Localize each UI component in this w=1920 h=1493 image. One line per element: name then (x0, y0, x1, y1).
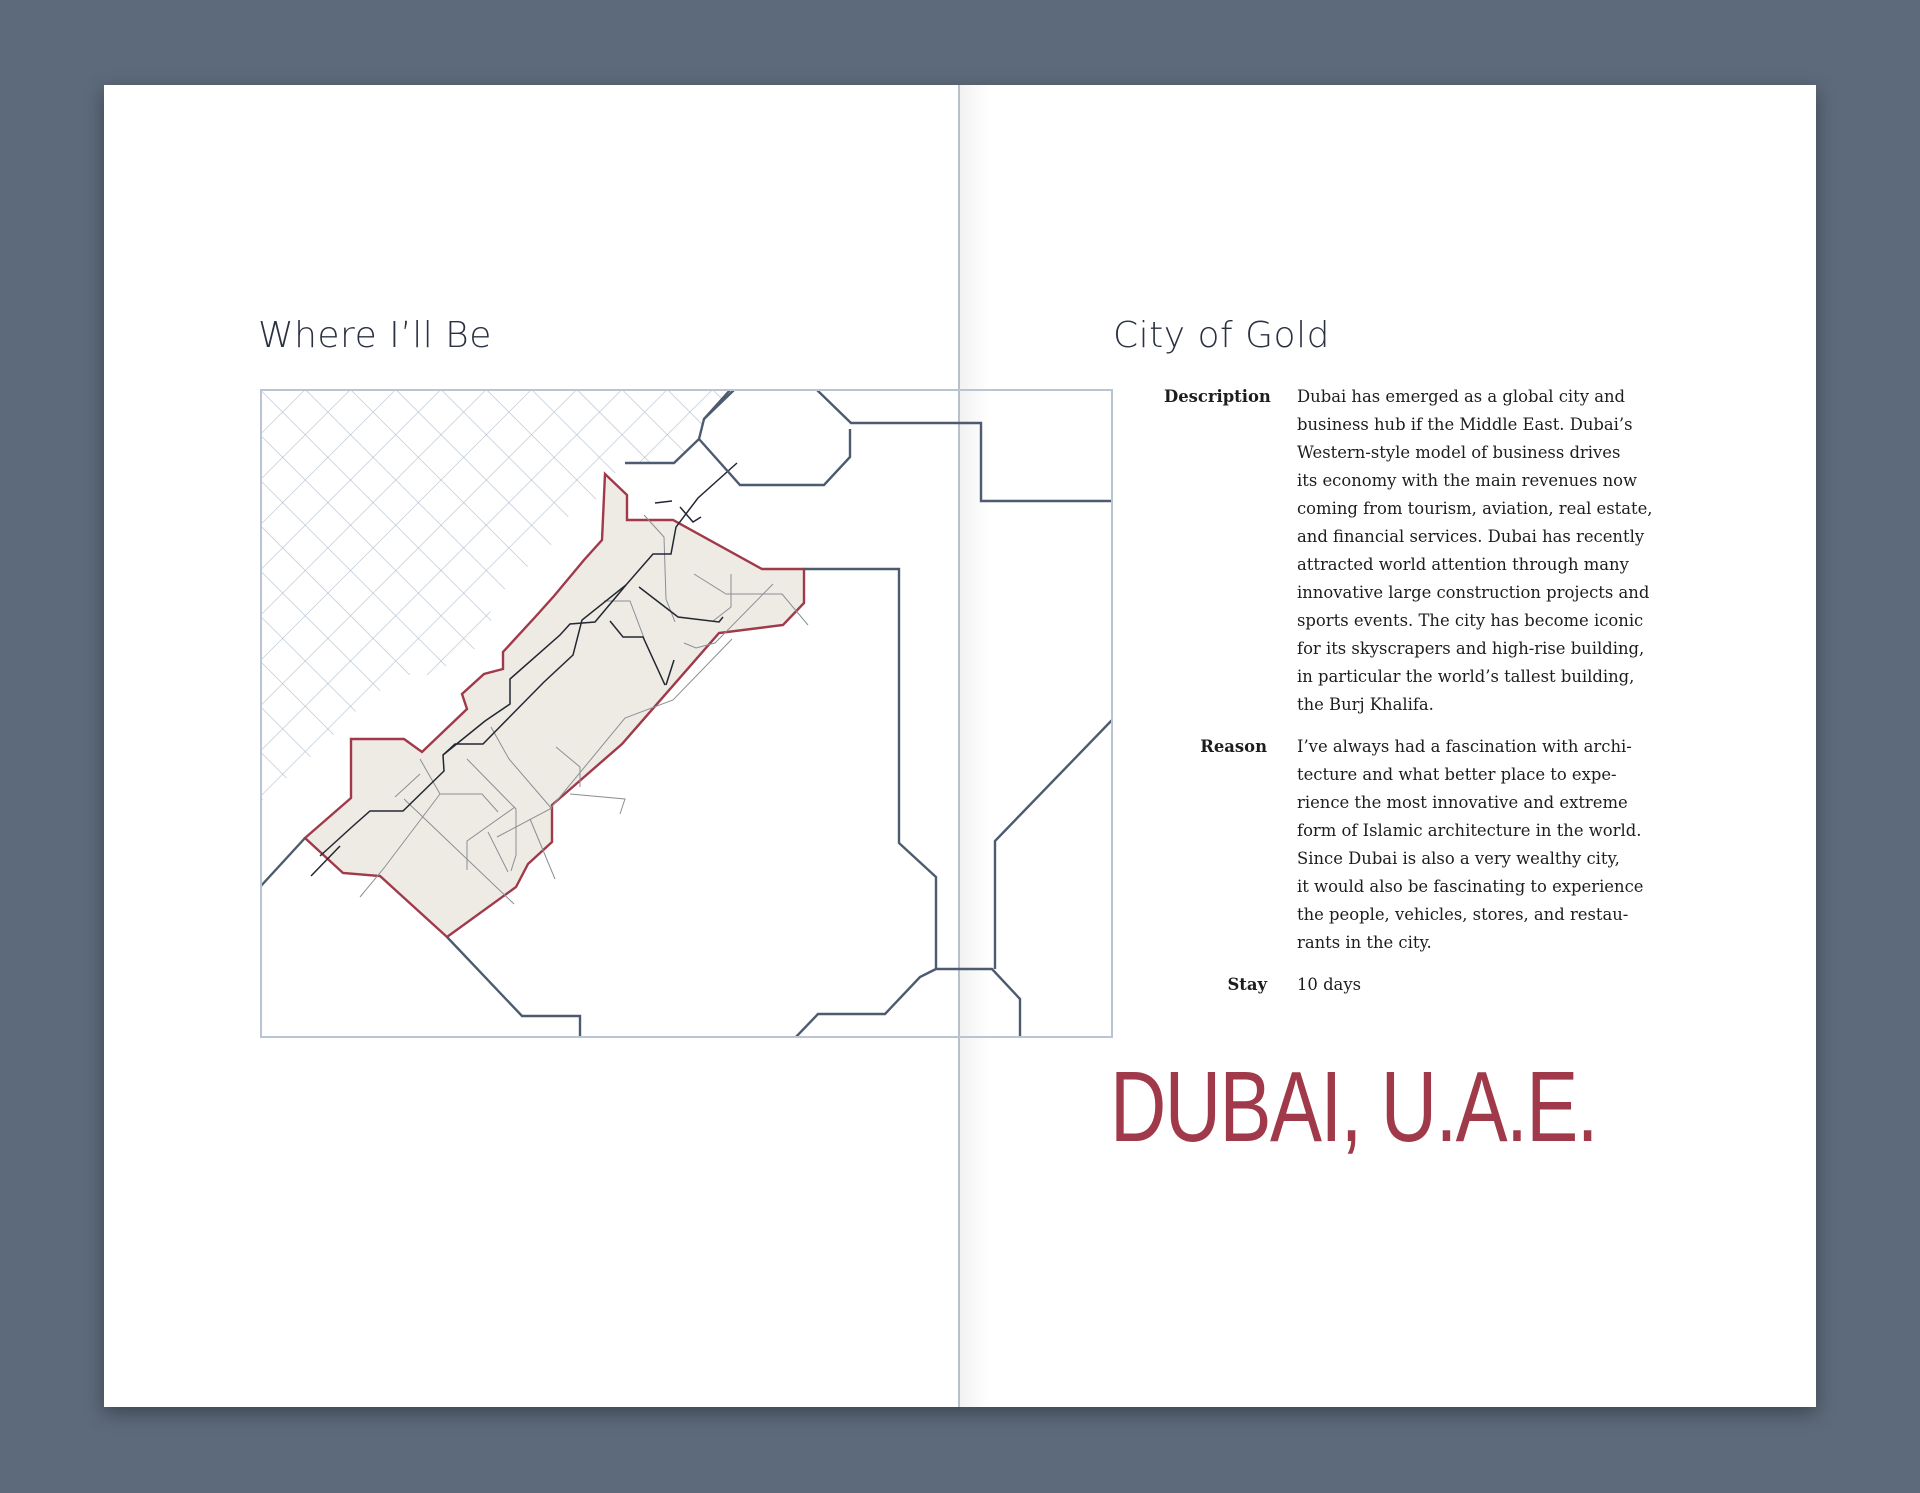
text-line: form of Islamic architecture in the world. (1297, 821, 1642, 840)
info-row-stay (1164, 971, 1774, 999)
text-line: I’ve always had a fascination with archi- (1297, 737, 1632, 756)
info-row-reason (1164, 733, 1774, 957)
text-line: sports events. The city has become iconic (1297, 611, 1644, 630)
text-line: tecture and what better place to expe- (1297, 765, 1617, 784)
right-page-title: City of Gold (1113, 315, 1330, 356)
description-label: Description (1164, 387, 1271, 406)
text-line: attracted world attention through many (1297, 555, 1629, 574)
text-line: its economy with the main revenues now (1297, 471, 1638, 490)
text-line: for its skyscrapers and high-rise building, (1297, 639, 1645, 658)
text-line: business hub if the Middle East. Dubai’s (1297, 415, 1633, 434)
text-line: Since Dubai is also a very wealthy city, (1297, 849, 1620, 868)
text-line: coming from tourism, aviation, real estate, (1297, 499, 1653, 518)
book-spread (104, 85, 1816, 1407)
description-text (1297, 383, 1774, 719)
city-name-heading: DUBAI, U.A.E. (1110, 1051, 1597, 1163)
reason-text (1297, 733, 1774, 957)
city-info (1164, 383, 1774, 1013)
text-line: rants in the city. (1297, 933, 1432, 952)
reason-label: Reason (1200, 737, 1267, 756)
text-line: Western-style model of business drives (1297, 443, 1621, 462)
stay-label: Stay (1227, 975, 1267, 994)
info-row-description (1164, 383, 1774, 719)
text-line: 10 days (1297, 975, 1362, 994)
text-line: rience the most innovative and extreme (1297, 793, 1628, 812)
left-page-title: Where I’ll Be (258, 315, 492, 356)
dubai-map (260, 389, 1113, 1038)
text-line: it would also be fascinating to experience (1297, 877, 1644, 896)
text-line: in particular the world’s tallest building, (1297, 667, 1635, 686)
text-line: innovative large construction projects and (1297, 583, 1650, 602)
text-line: and financial services. Dubai has recently (1297, 527, 1645, 546)
text-line: Dubai has emerged as a global city and (1297, 387, 1626, 406)
text-line: the people, vehicles, stores, and restau- (1297, 905, 1629, 924)
text-line: the Burj Khalifa. (1297, 695, 1434, 714)
stay-text (1297, 971, 1774, 999)
